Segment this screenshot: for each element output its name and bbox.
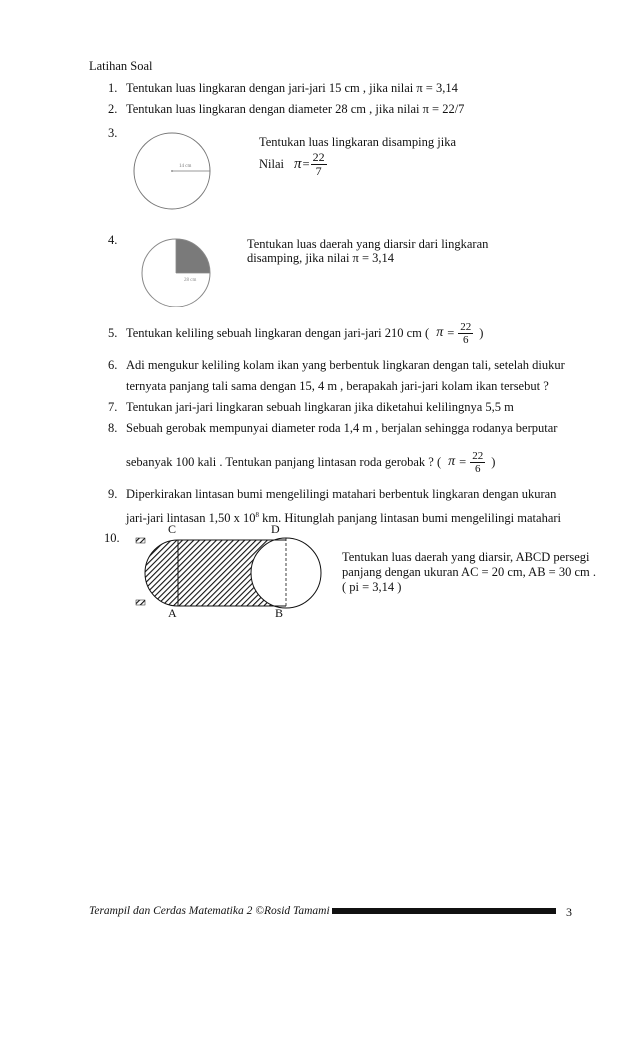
question-8-text-line2: sebanyak 100 kali . Tentukan panjang lintasan roda gerobak ? ( xyxy=(126,454,442,469)
label-b: B xyxy=(275,606,284,620)
shaded-region-figure-q10 xyxy=(134,520,330,620)
radius-label: 14 cm xyxy=(179,164,192,169)
footer-title: Terampil dan Cerdas Matematika 2 ©Rosid Tamami xyxy=(89,905,330,917)
label-c: C xyxy=(168,522,177,536)
corner-mark-bottom xyxy=(136,600,145,605)
label-d: D xyxy=(271,522,280,536)
question-3-number: 3. xyxy=(108,126,118,140)
question-2-number: 2. xyxy=(108,102,118,116)
fraction: $\frac{22}{6}$ xyxy=(460,320,472,346)
question-5-number: 5. xyxy=(108,326,118,340)
question-10-text: Tentukan luas daerah yang diarsir, ABCD persegi panjang dengan ukuran AC = 20 cm, AB = 30 cm . ( pi = 3,14 ) xyxy=(342,550,596,594)
label-a: A xyxy=(168,606,177,620)
question-9-text-line1: Diperkirakan lintasan bumi mengelilingi matahari berbentuk lingkaran dengan ukuran xyxy=(126,487,557,501)
equals-sign: = xyxy=(459,454,467,469)
question-8-text-line1: Sebuah gerobak mempunyai diameter roda 1,4 m , berjalan sehingga rodanya berputar xyxy=(126,421,558,435)
question-1-text: Tentukan luas lingkaran dengan jari-jari 15 cm , jika nilai π = 3,14 xyxy=(126,81,458,95)
close-paren: ) xyxy=(491,454,496,469)
corner-mark-top xyxy=(136,538,145,543)
pi-symbol: π xyxy=(294,155,302,172)
question-1-number: 1. xyxy=(108,81,118,95)
fraction: $\frac{22}{6}$ xyxy=(472,449,484,475)
equals-sign: = xyxy=(302,156,310,171)
pi-symbol: π xyxy=(436,325,444,340)
question-4-text-line2: disamping, jika nilai π = 3,14 xyxy=(247,251,395,265)
question-6-text-line2: ternyata panjang tali sama dengan 15, 4 m , berapakah jari-jari kolam ikan tersebut ? xyxy=(126,379,549,393)
radius-label: 28 cm xyxy=(184,278,197,283)
footer-divider-bar xyxy=(332,908,556,914)
question-3-pi-formula xyxy=(259,148,327,180)
fraction: $\frac{22}{7}$ xyxy=(312,149,325,178)
page-heading: Latihan Soal xyxy=(89,59,153,73)
page-number: 3 xyxy=(566,905,572,919)
equals-sign: = xyxy=(447,325,455,340)
question-5-text: Tentukan keliling sebuah lingkaran dengan jari-jari 210 cm ( xyxy=(126,325,430,340)
pi-symbol: π xyxy=(448,454,456,469)
question-8-number: 8. xyxy=(108,421,118,435)
question-7-text: Tentukan jari-jari lingkaran sebuah lingkaran jika diketahui kelilingnya 5,5 m xyxy=(126,400,514,414)
question-3-text: Tentukan luas lingkaran disamping jika xyxy=(259,135,456,149)
question-9-number: 9. xyxy=(108,487,118,501)
close-paren: ) xyxy=(479,325,484,340)
question-2-text: Tentukan luas lingkaran dengan diameter 28 cm , jika nilai π = 22/7 xyxy=(126,102,465,116)
nilai-label: Nilai xyxy=(259,156,284,171)
question-4-text-line1: Tentukan luas daerah yang diarsir dari lingkaran xyxy=(247,237,489,251)
question-4-number: 4. xyxy=(108,233,118,247)
question-9-text-line2: jari-jari lintasan 1,50 x $10^8$ km. Hitunglah panjang lintasan bumi mengelilingi matahari xyxy=(126,511,562,526)
question-6-number: 6. xyxy=(108,358,118,372)
question-8-line2 xyxy=(126,447,495,477)
question-7-number: 7. xyxy=(108,400,118,414)
question-6-text-line1: Adi mengukur keliling kolam ikan yang berbentuk lingkaran dengan tali, setelah diukur xyxy=(126,358,565,372)
question-10-number: 10. xyxy=(104,531,120,545)
circle-figure-q3 xyxy=(128,131,218,213)
quarter-circle-figure-q4 xyxy=(140,237,216,307)
question-5-line xyxy=(126,318,483,348)
